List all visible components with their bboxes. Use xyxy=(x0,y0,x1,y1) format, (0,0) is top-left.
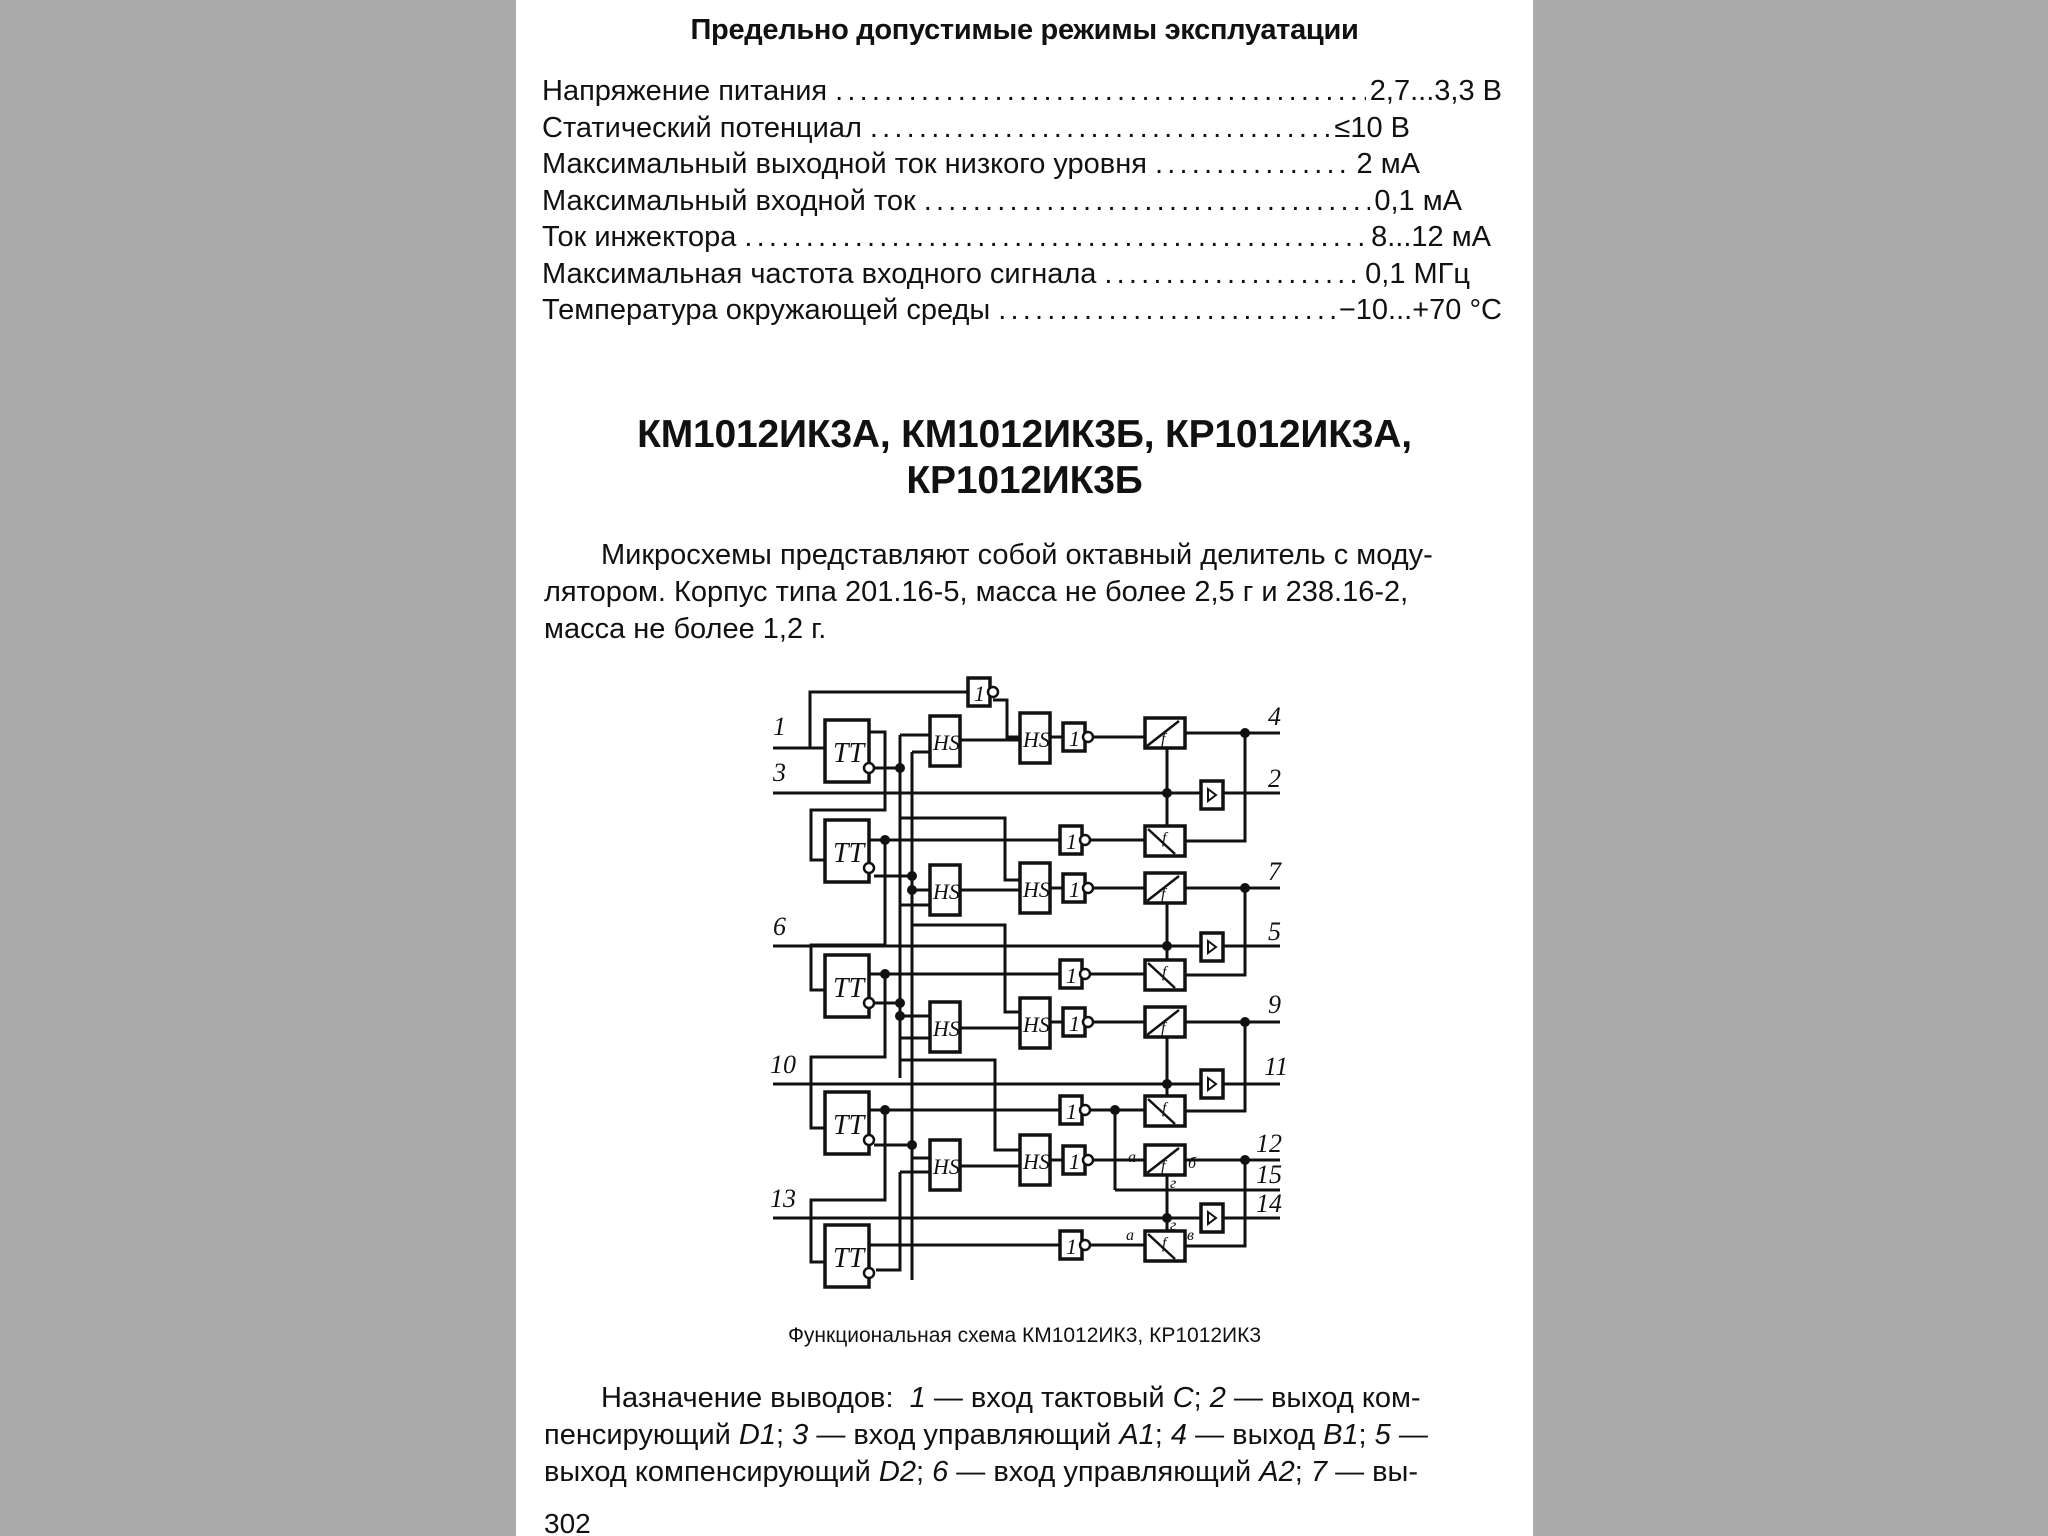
spec-value: 2,7...3,3 В xyxy=(1369,75,1502,107)
pin-label: 2 xyxy=(1268,764,1281,793)
pinout-text: — выход ком- xyxy=(1233,1382,1421,1414)
pinout-text: пенсирующий xyxy=(544,1419,739,1451)
figure-caption: Функциональная схема КМ1012ИК3, КР1012ИК3 xyxy=(787,1324,1262,1347)
pinout-text: ; xyxy=(915,1456,933,1488)
pin-number: 4 xyxy=(1170,1419,1196,1451)
half-sum-label: HS xyxy=(933,1016,960,1041)
modulator-f-label: f xyxy=(1161,731,1166,748)
pin-number: 1 xyxy=(909,1382,934,1414)
inverter-label: 1 xyxy=(1069,726,1080,751)
pin-label: 13 xyxy=(770,1184,796,1213)
pinout-line-content xyxy=(544,1456,1418,1488)
pinout-text: ; xyxy=(776,1419,793,1451)
modulator-f-label: f xyxy=(1161,1158,1166,1175)
spec-value: 2 мА xyxy=(1356,148,1420,180)
spec-value: 8...12 мА xyxy=(1371,221,1491,253)
trigger-label: TT xyxy=(833,838,865,869)
modulator-f-label: f xyxy=(1161,1020,1166,1037)
pin-label: 4 xyxy=(1268,702,1281,731)
pin-number: 6 xyxy=(932,1456,957,1488)
pin-label: 7 xyxy=(1268,857,1281,886)
junction-dot xyxy=(1110,1105,1120,1115)
spec-value: 0,1 мА xyxy=(1374,185,1462,217)
modulator-f-label: f xyxy=(1162,830,1167,847)
pin-label: 15 xyxy=(1256,1160,1282,1189)
inversion-bubble xyxy=(1083,883,1093,893)
pinout-text: — xyxy=(1398,1419,1428,1451)
pinout-text: ; xyxy=(1154,1419,1171,1451)
inverter-label: 1 xyxy=(1069,1011,1080,1036)
pin-number: 5 xyxy=(1374,1419,1399,1451)
port-letter: г xyxy=(1170,1217,1177,1234)
modulator-f-label: f xyxy=(1161,886,1166,903)
signal-symbol: A1 xyxy=(1119,1419,1155,1451)
wire xyxy=(900,1060,1020,1150)
buffer-block xyxy=(1201,1070,1223,1098)
inverter-label: 1 xyxy=(1066,963,1077,988)
junction-dot xyxy=(1162,941,1172,951)
spec-value: ≤10 В xyxy=(1334,112,1410,144)
junction-dot xyxy=(880,969,890,979)
modulator-f-label: f xyxy=(1162,964,1167,981)
junction-dot xyxy=(1240,1017,1250,1027)
trigger-label: TT xyxy=(833,1110,865,1141)
pinout-text: — вход управляющий xyxy=(816,1419,1120,1451)
spec-value: 0,1 МГц xyxy=(1365,258,1470,290)
pin-label: 5 xyxy=(1268,917,1281,946)
spec-label: Максимальный выходной ток низкого уровня xyxy=(542,148,1147,180)
spec-label: Температура окружающей среды xyxy=(542,294,991,326)
page-number: 302 xyxy=(544,1508,591,1536)
wire xyxy=(993,700,1020,737)
pinout-paragraph xyxy=(544,1380,1533,1491)
pinout-line xyxy=(544,1454,1533,1491)
pin-label: 3 xyxy=(773,758,786,787)
junction-dot xyxy=(1162,788,1172,798)
inversion-bubble xyxy=(864,1268,874,1278)
wire xyxy=(876,1172,900,1270)
signal-symbol: D1 xyxy=(738,1419,776,1451)
chip-title-line: КМ1012ИК3А, КМ1012ИК3Б, КР1012ИК3А, xyxy=(637,413,1412,456)
pin-label: 6 xyxy=(773,912,786,941)
junction-dot xyxy=(895,763,905,773)
inversion-bubble xyxy=(1083,732,1093,742)
inversion-bubble xyxy=(988,687,998,697)
buffer-block xyxy=(1201,781,1223,809)
port-letter: г xyxy=(1170,1175,1177,1192)
half-sum-label: HS xyxy=(1023,727,1050,752)
inversion-bubble xyxy=(1083,1155,1093,1165)
inverter-label: 1 xyxy=(1069,877,1080,902)
document-page xyxy=(516,0,1533,1536)
junction-dot xyxy=(1162,1079,1172,1089)
inversion-bubble xyxy=(864,1135,874,1145)
inversion-bubble xyxy=(1080,1105,1090,1115)
inversion-bubble xyxy=(1080,835,1090,845)
trigger-label: TT xyxy=(833,1243,865,1274)
junction-dot xyxy=(1240,728,1250,738)
pinout-intro: Назначение выводов: xyxy=(601,1382,894,1414)
port-letter: а xyxy=(1128,1149,1136,1166)
inversion-bubble xyxy=(864,863,874,873)
junction-dot xyxy=(907,885,917,895)
half-sum-label: HS xyxy=(1023,1012,1050,1037)
port-letter: а xyxy=(1126,1227,1134,1244)
signal-symbol: A2 xyxy=(1259,1456,1295,1488)
inversion-bubble xyxy=(864,998,874,1008)
pinout-line xyxy=(544,1380,1533,1417)
pin-label: 14 xyxy=(1256,1189,1282,1218)
pinout-text: — вход управляющий xyxy=(956,1456,1260,1488)
inversion-bubble xyxy=(1080,969,1090,979)
port-letter: б xyxy=(1188,1155,1197,1172)
pinout-text: — вход тактовый xyxy=(933,1382,1173,1414)
junction-dot xyxy=(1240,1155,1250,1165)
trigger-label: TT xyxy=(833,973,865,1004)
section-title: Предельно допустимые режимы эксплуатации xyxy=(690,14,1359,46)
pinout-line-content xyxy=(544,1419,1428,1451)
pin-label: 9 xyxy=(1268,990,1281,1019)
pinout-text: — вы- xyxy=(1335,1456,1419,1488)
wire xyxy=(912,925,1020,1012)
modulator-f-label: f xyxy=(1162,1235,1167,1252)
spec-label: Максимальный входной ток xyxy=(542,185,916,217)
spec-label: Ток инжектора xyxy=(542,221,737,253)
buffer-block xyxy=(1201,1204,1223,1232)
pin-label: 10 xyxy=(770,1050,796,1079)
spec-label: Напряжение питания xyxy=(542,75,828,107)
functional-diagram xyxy=(516,0,1533,1320)
pin-number: 3 xyxy=(792,1419,817,1451)
junction-dot xyxy=(895,998,905,1008)
port-letter: в xyxy=(1187,1227,1194,1244)
buffer-block xyxy=(1201,933,1223,961)
description-line: лятором. Корпус типа 201.16-5, масса не более 2,5 г и 238.16-2, xyxy=(544,576,1409,608)
inverter-label: 1 xyxy=(1066,829,1077,854)
junction-dot xyxy=(880,1105,890,1115)
pinout-line-content xyxy=(910,1382,1421,1414)
inverter-label: 1 xyxy=(1069,1149,1080,1174)
half-sum-label: HS xyxy=(933,879,960,904)
inverter-label: 1 xyxy=(1066,1234,1077,1259)
inversion-bubble xyxy=(1083,1017,1093,1027)
pin-label: 12 xyxy=(1256,1129,1282,1158)
signal-symbol: B1 xyxy=(1323,1419,1359,1451)
description-line: масса не более 1,2 г. xyxy=(544,613,827,645)
half-sum-label: HS xyxy=(933,730,960,755)
pinout-text: выход компенсирующий xyxy=(544,1456,879,1488)
pinout-line xyxy=(544,1417,1533,1454)
half-sum-label: HS xyxy=(1023,877,1050,902)
inversion-bubble xyxy=(864,763,874,773)
junction-dot xyxy=(907,1140,917,1150)
pin-label: 1 xyxy=(773,712,786,741)
half-sum-label: HS xyxy=(1023,1149,1050,1174)
trigger-label: TT xyxy=(833,738,865,769)
modulator-f-label: f xyxy=(1162,1100,1167,1117)
junction-dot xyxy=(1240,883,1250,893)
half-sum-label: HS xyxy=(933,1154,960,1179)
signal-symbol: C xyxy=(1172,1382,1194,1414)
inverter-label: 1 xyxy=(1066,1099,1077,1124)
pin-label: 11 xyxy=(1264,1052,1289,1081)
junction-dot xyxy=(895,1011,905,1021)
pin-number: 7 xyxy=(1310,1456,1336,1488)
signal-symbol: D2 xyxy=(878,1456,916,1488)
spec-label: Статический потенциал xyxy=(542,112,862,144)
inverter-label: 1 xyxy=(974,681,985,706)
pinout-text: — выход xyxy=(1195,1419,1324,1451)
junction-dot xyxy=(880,835,890,845)
spec-value: −10...+70 °С xyxy=(1338,294,1502,326)
description-line: Микросхемы представляют собой октавный делитель с моду- xyxy=(601,539,1433,571)
pinout-text: ; xyxy=(1294,1456,1311,1488)
pinout-text: ; xyxy=(1358,1419,1375,1451)
inversion-bubble xyxy=(1080,1240,1090,1250)
junction-dot xyxy=(907,871,917,881)
spec-label: Максимальная частота входного сигнала xyxy=(542,258,1097,290)
chip-title-line: КР1012ИК3Б xyxy=(906,459,1143,502)
pinout-text: ; xyxy=(1193,1382,1210,1414)
pin-number: 2 xyxy=(1209,1382,1234,1414)
